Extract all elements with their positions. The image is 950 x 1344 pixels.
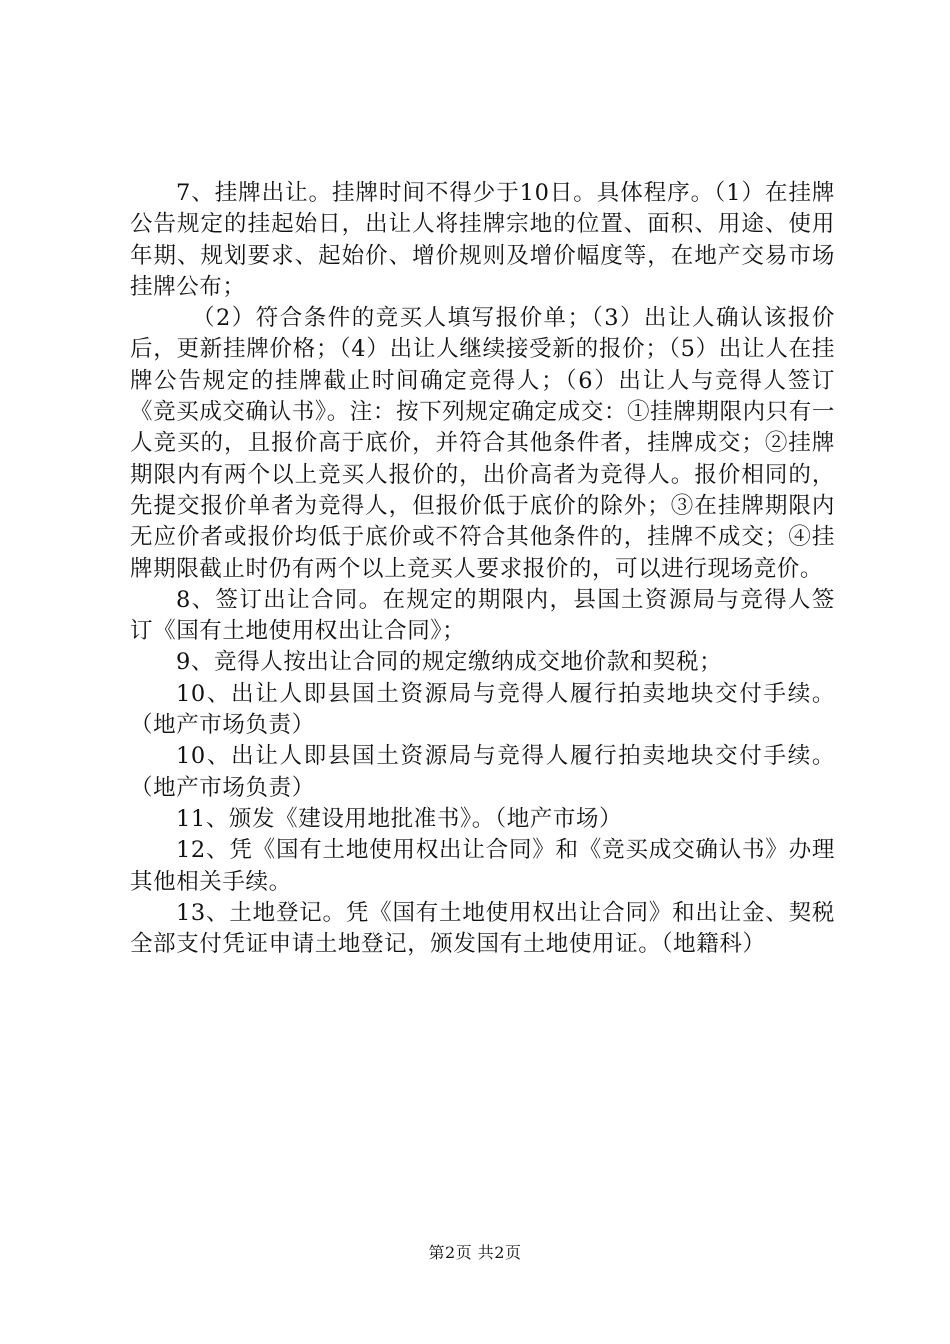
paragraph-step-7: 7、挂牌出让。挂牌时间不得少于10日。具体程序。（1）在挂牌公告规定的挂起始日，出让人将挂牌宗地的位置、面积、用途、使用年期、规划要求、起始价、增价规则及增价幅度等，在地产交易市场挂牌公布； [130, 180, 835, 300]
document-body [130, 178, 835, 960]
paragraph-step-13: 13、土地登记。凭《国有土地使用权出让合同》和出让金、契税全部支付凭证申请土地登记，颁发国有土地使用证。（地籍科） [130, 899, 835, 958]
page-footer [0, 1243, 950, 1263]
page-number-label: 第2页 共2页 [428, 1243, 522, 1262]
paragraph-step-12: 12、凭《国有土地使用权出让合同》和《竞买成交确认书》办理其他相关手续。 [130, 837, 835, 895]
paragraph-step-8: 8、签订出让合同。在规定的期限内，县国土资源局与竞得人签订《国有土地使用权出让合同》； [130, 586, 835, 645]
paragraph-step-11: 11、颁发《建设用地批准书》。（地产市场） [176, 805, 623, 832]
paragraph-step-10-repeat: 10、出让人即县国土资源局与竞得人履行拍卖地块交付手续。（地产市场负责） [130, 743, 835, 801]
paragraph-step-7-procedure: （2）符合条件的竞买人填写报价单；（3）出让人确认该报价后，更新挂牌价格；（4）出让人继续接受新的报价；（5）出让人在挂牌公告规定的挂牌截止时间确定竞得人；（6）出让人与竞得人签订《竞买成交确认书》。注：按下列规定确定成交：①挂牌期限内只有一人竞买的，且报价高于底价，并符合其他条件者，挂牌成交；②挂牌期限内有两个以上竞买人报价的，出价高者为竞得人。报价相同的，先提交报价单者为竞得人，但报价低于底价的除外；③在挂牌期限内无应价者或报价均低于底价或不符合其他条件的，挂牌不成交；④挂牌期限截止时仍有两个以上竞买人要求报价的，可以进行现场竞价。 [130, 305, 835, 582]
paragraph-step-9: 9、竞得人按出让合同的规定缴纳成交地价款和契税； [176, 649, 723, 676]
paragraph-step-10: 10、出让人即县国土资源局与竞得人履行拍卖地块交付手续。（地产市场负责） [130, 680, 835, 739]
